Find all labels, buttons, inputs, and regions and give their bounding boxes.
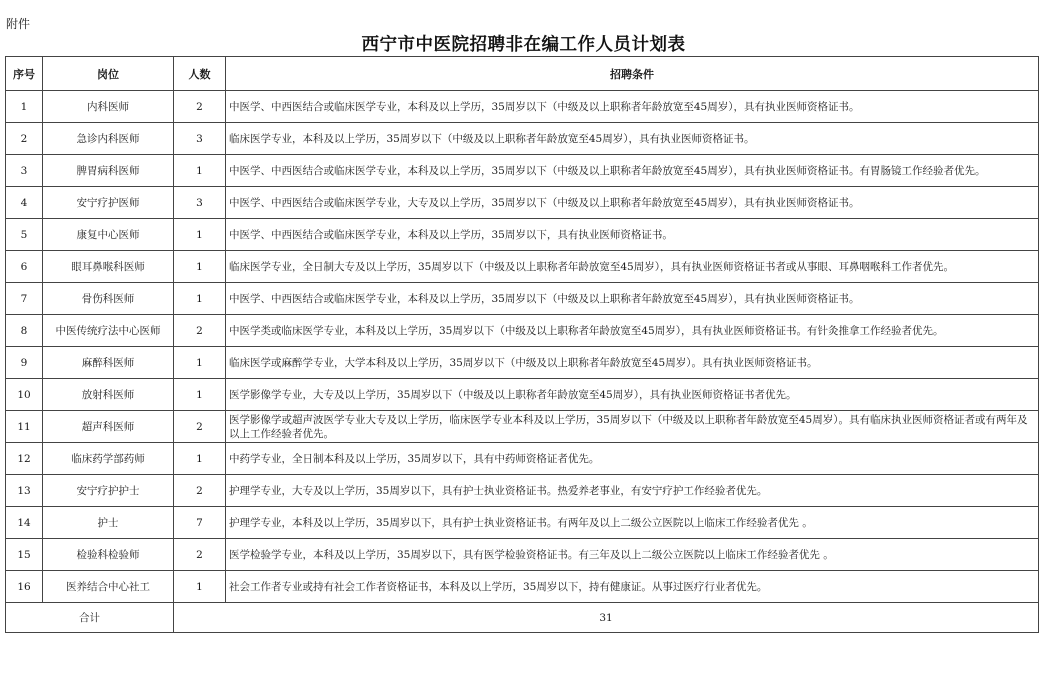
row-count: 1 [174,347,226,379]
row-requirements: 护理学专业，本科及以上学历，35周岁以下，具有护士执业资格证书。有两年及以上二级公立医院以上临床工作经验者优先 。 [226,507,1039,539]
row-position: 眼耳鼻喉科医师 [43,251,174,283]
row-no: 11 [6,411,43,443]
row-count: 1 [174,379,226,411]
row-count: 1 [174,219,226,251]
row-no: 2 [6,123,43,155]
row-position: 内科医师 [43,91,174,123]
row-position: 骨伤科医师 [43,283,174,315]
row-no: 10 [6,379,43,411]
row-position: 安宁疗护护士 [43,475,174,507]
table-row [6,283,1039,315]
row-position: 康复中心医师 [43,219,174,251]
table-header-row [6,57,1039,91]
row-count: 2 [174,475,226,507]
table-row [6,539,1039,571]
table-row [6,251,1039,283]
row-requirements: 临床医学专业，本科及以上学历，35周岁以下（中级及以上职称者年龄放宽至45周岁），具有执业医师资格证书。 [226,123,1039,155]
table-row [6,315,1039,347]
row-count: 7 [174,507,226,539]
row-count: 2 [174,539,226,571]
row-position: 护士 [43,507,174,539]
row-count: 1 [174,155,226,187]
row-no: 13 [6,475,43,507]
row-position: 麻醉科医师 [43,347,174,379]
row-count: 1 [174,443,226,475]
table-row [6,155,1039,187]
row-no: 1 [6,91,43,123]
row-position: 超声科医师 [43,411,174,443]
row-count: 2 [174,315,226,347]
table-row [6,475,1039,507]
table-row [6,571,1039,603]
row-requirements: 护理学专业，大专及以上学历，35周岁以下，具有护士执业资格证书。热爱养老事业，有安宁疗护工作经验者优先。 [226,475,1039,507]
row-requirements: 中医学、中西医结合或临床医学专业，本科及以上学历，35周岁以下（中级及以上职称者年龄放宽至45周岁），具有执业医师资格证书。有胃肠镜工作经验者优先。 [226,155,1039,187]
table-row [6,219,1039,251]
table-row [6,443,1039,475]
row-no: 4 [6,187,43,219]
row-requirements: 中医学、中西医结合或临床医学专业，本科及以上学历，35周岁以下（中级及以上职称者年龄放宽至45周岁），具有执业医师资格证书。 [226,91,1039,123]
row-requirements: 医学检验学专业，本科及以上学历，35周岁以下，具有医学检验资格证书。有三年及以上二级公立医院以上临床工作经验者优先 。 [226,539,1039,571]
row-no: 6 [6,251,43,283]
total-label: 合计 [6,603,174,633]
row-position: 检验科检验师 [43,539,174,571]
row-position: 中医传统疗法中心医师 [43,315,174,347]
row-requirements: 中医学类或临床医学专业，本科及以上学历，35周岁以下（中级及以上职称者年龄放宽至45周岁），具有执业医师资格证书。有针灸推拿工作经验者优先。 [226,315,1039,347]
header-position: 岗位 [43,57,174,91]
row-requirements: 社会工作者专业或持有社会工作者资格证书，本科及以上学历，35周岁以下，持有健康证。从事过医疗行业者优先。 [226,571,1039,603]
row-position: 脾胃病科医师 [43,155,174,187]
row-no: 12 [6,443,43,475]
table-row [6,347,1039,379]
row-no: 5 [6,219,43,251]
row-no: 16 [6,571,43,603]
total-value: 31 [174,603,1039,633]
recruitment-table [5,56,1039,633]
table-row [6,411,1039,443]
row-no: 8 [6,315,43,347]
row-requirements: 医学影像学或超声波医学专业大专及以上学历，临床医学专业本科及以上学历，35周岁以下（中级及以上职称者年龄放宽至45周岁）。具有临床执业医师资格证者或有两年及以上工作经验者优先。 [226,411,1039,443]
row-no: 9 [6,347,43,379]
header-requirements: 招聘条件 [226,57,1039,91]
row-position: 临床药学部药师 [43,443,174,475]
row-requirements: 中医学、中西医结合或临床医学专业，本科及以上学历，35周岁以下（中级及以上职称者年龄放宽至45周岁），具有执业医师资格证书。 [226,283,1039,315]
row-position: 放射科医师 [43,379,174,411]
row-count: 3 [174,123,226,155]
row-count: 2 [174,91,226,123]
table-row [6,91,1039,123]
table-row [6,507,1039,539]
row-requirements: 临床医学专业，全日制大专及以上学历，35周岁以下（中级及以上职称者年龄放宽至45周岁），具有执业医师资格证书者或从事眼、耳鼻咽喉科工作者优先。 [226,251,1039,283]
row-count: 1 [174,251,226,283]
row-no: 15 [6,539,43,571]
row-count: 3 [174,187,226,219]
row-count: 1 [174,571,226,603]
row-requirements: 中药学专业，全日制本科及以上学历，35周岁以下，具有中药师资格证者优先。 [226,443,1039,475]
row-count: 2 [174,411,226,443]
row-position: 医养结合中心社工 [43,571,174,603]
attachment-label: 附件 [6,17,31,31]
table-row [6,187,1039,219]
total-row [6,603,1039,633]
row-position: 急诊内科医师 [43,123,174,155]
row-requirements: 医学影像学专业，大专及以上学历，35周岁以下（中级及以上职称者年龄放宽至45周岁），具有执业医师资格证书者优先。 [226,379,1039,411]
row-no: 3 [6,155,43,187]
table-row [6,123,1039,155]
row-count: 1 [174,283,226,315]
row-requirements: 中医学、中西医结合或临床医学专业，本科及以上学历，35周岁以下，具有执业医师资格证书。 [226,219,1039,251]
row-no: 7 [6,283,43,315]
row-requirements: 临床医学或麻醉学专业，大学本科及以上学历，35周岁以下（中级及以上职称者年龄放宽至45周岁）。具有执业医师资格证书。 [226,347,1039,379]
row-no: 14 [6,507,43,539]
header-count: 人数 [174,57,226,91]
page-title: 西宁市中医院招聘非在编工作人员计划表 [361,35,686,55]
row-position: 安宁疗护医师 [43,187,174,219]
table-row [6,379,1039,411]
header-no: 序号 [6,57,43,91]
row-requirements: 中医学、中西医结合或临床医学专业，大专及以上学历，35周岁以下（中级及以上职称者年龄放宽至45周岁），具有执业医师资格证书。 [226,187,1039,219]
